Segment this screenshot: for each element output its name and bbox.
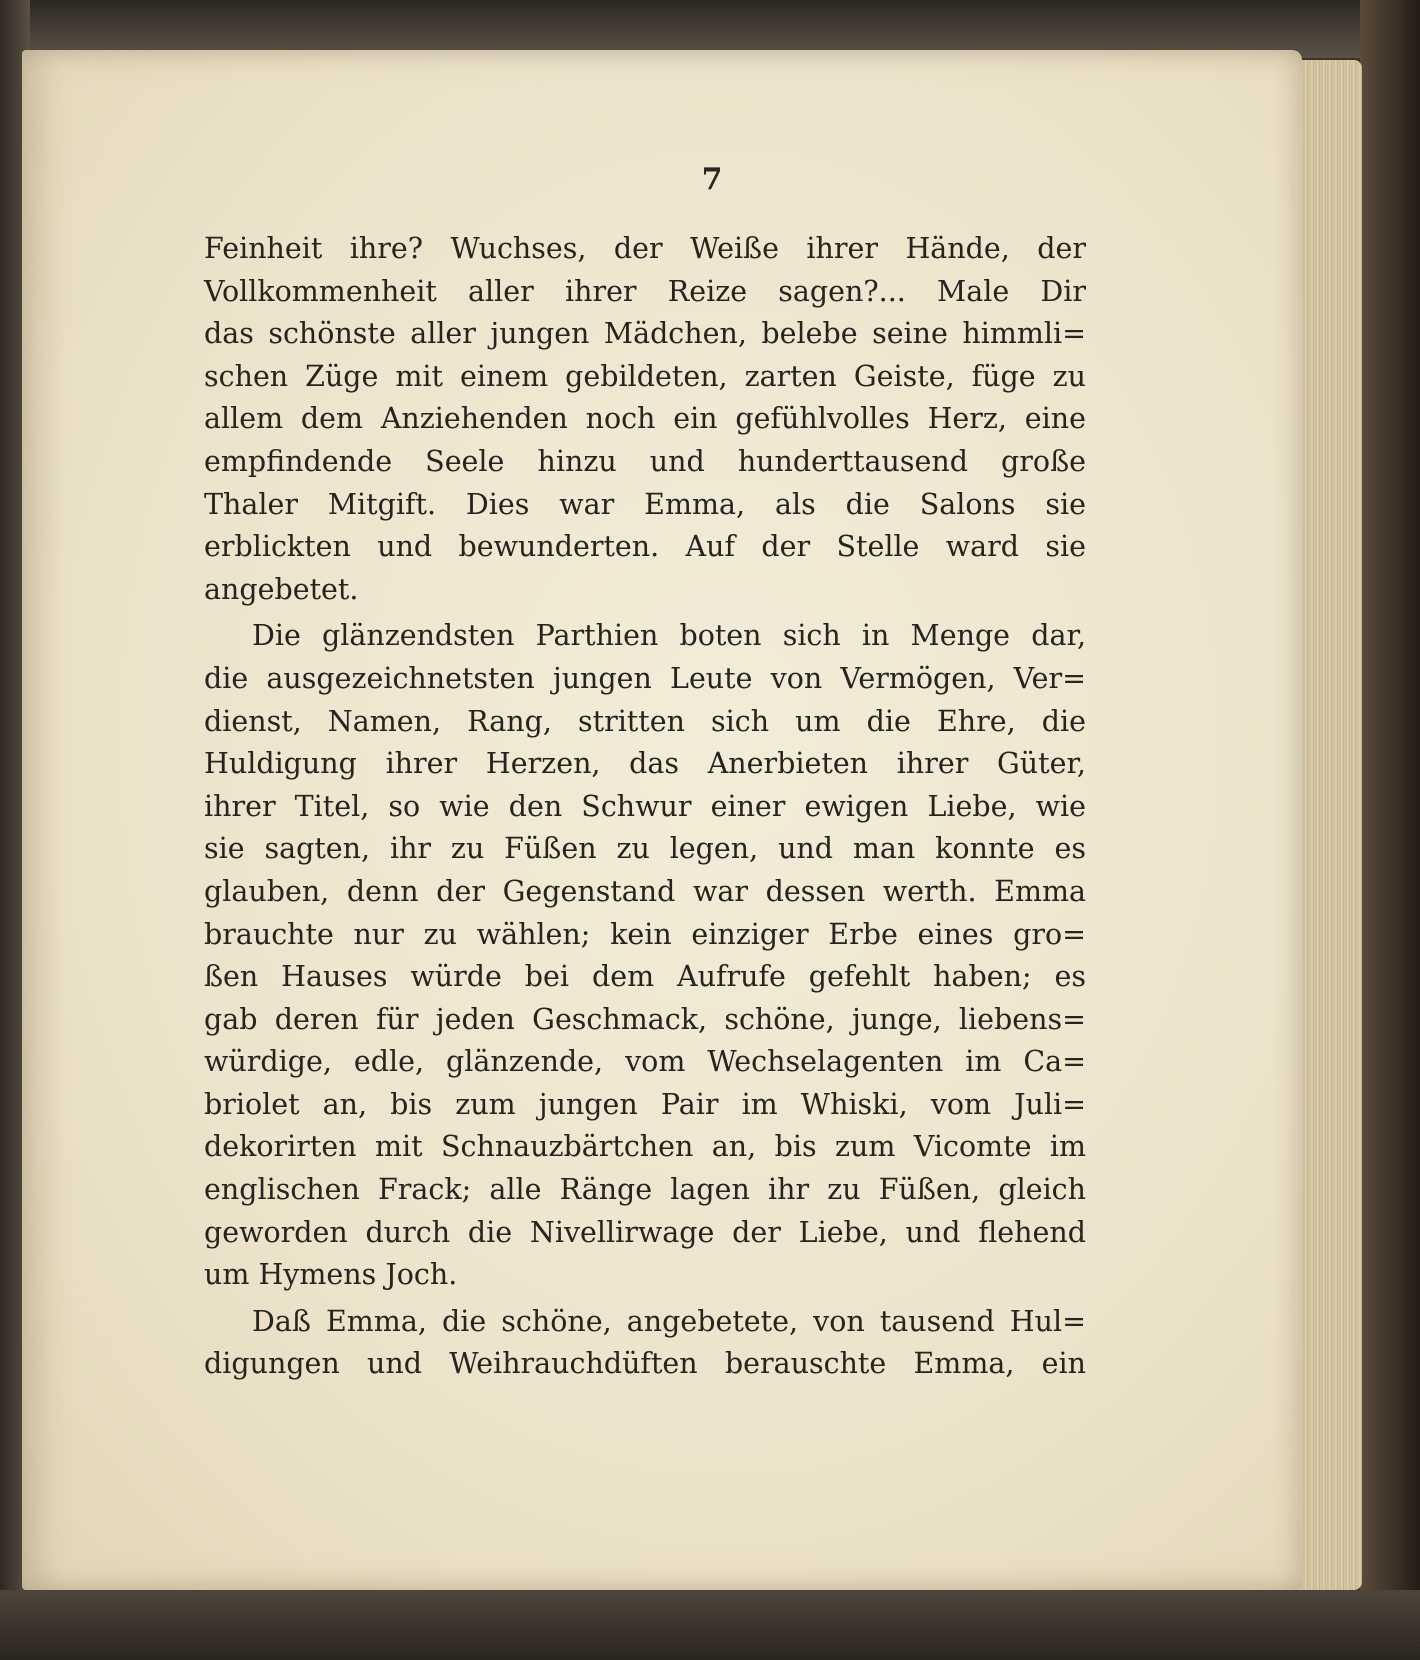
text-line: ihrer Titel, so wie den Schwur einer ewigen Liebe, wie — [204, 789, 1086, 823]
text-line: brauchte nur zu wählen; kein einziger Erbe eines gro= — [204, 917, 1086, 951]
book-page — [22, 50, 1302, 1590]
text-line: ßen Hauses würde bei dem Aufrufe gefehlt haben; es — [204, 960, 1086, 994]
text-line: das schönste aller jungen Mädchen, belebe seine himmli= — [204, 317, 1086, 351]
text-line: Daß Emma, die schöne, angebetete, von tausend Hul= — [252, 1304, 1086, 1338]
text-line: Thaler Mitgift. Dies war Emma, als die Salons sie — [204, 487, 1086, 521]
text-line: angebetet. — [204, 572, 359, 606]
text-line: die ausgezeichnetsten jungen Leute von Vermögen, Ver= — [204, 661, 1086, 695]
text-line: sie sagten, ihr zu Füßen zu legen, und man konnte es — [204, 832, 1086, 866]
text-line: schen Züge mit einem gebildeten, zarten Geiste, füge zu — [204, 359, 1086, 393]
text-line: um Hymens Joch. — [204, 1258, 458, 1292]
text-line: würdige, edle, glänzende, vom Wechselagenten im Ca= — [204, 1045, 1086, 1079]
text-line: Huldigung ihrer Herzen, das Anerbieten ihrer Güter, — [204, 747, 1086, 781]
text-line: dekorirten mit Schnauzbärtchen an, bis zum Vicomte im — [204, 1130, 1086, 1164]
text-line: Die glänzendsten Parthien boten sich in Menge dar, — [252, 619, 1086, 653]
text-line: dienst, Namen, Rang, stritten sich um die Ehre, die — [204, 704, 1086, 738]
book-cover-right — [1360, 0, 1420, 1660]
text-line: erblickten und bewunderten. Auf der Stelle ward sie — [204, 530, 1086, 564]
page-number: 7 — [701, 162, 723, 197]
text-line: briolet an, bis zum jungen Pair im Whiski, vom Juli= — [204, 1087, 1086, 1121]
text-line: englischen Frack; alle Ränge lagen ihr zu Füßen, gleich — [204, 1173, 1086, 1207]
book-cover-bottom — [0, 1590, 1420, 1660]
text-line: allem dem Anziehenden noch ein gefühlvolles Herz, eine — [204, 402, 1086, 436]
text-line: Feinheit ihre? Wuchses, der Weiße ihrer Hände, der — [204, 232, 1086, 265]
text-line: glauben, denn der Gegenstand war dessen werth. Emma — [204, 874, 1086, 908]
text-line: Vollkommenheit aller ihrer Reize sagen?... Male Dir — [204, 274, 1086, 308]
text-line: gab deren für jeden Geschmack, schöne, junge, liebens= — [204, 1002, 1086, 1036]
text-line: digungen und Weihrauchdüften berauschte Emma, ein — [204, 1347, 1086, 1381]
text-line: empfindende Seele hinzu und hunderttausend große — [204, 444, 1086, 478]
text-line: geworden durch die Nivellirwage der Liebe, und flehend — [204, 1215, 1086, 1249]
page-text — [204, 228, 1086, 1386]
